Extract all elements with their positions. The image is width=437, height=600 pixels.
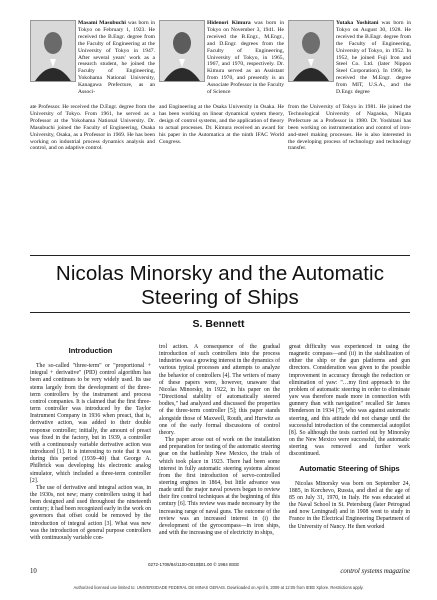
article-column-1	[30, 344, 151, 542]
bio-kimura-col	[207, 20, 284, 96]
portrait-photo-kimura	[159, 20, 205, 82]
paragraph: trol action. A consequence of the gradual introduction of such controllers into the process industries was a growing interest in the dynamics of various typical processes and attempts to analyze the behavior of controllers [4]. The writers of many of these papers were, however, unaware that Nicolas Minorsky, in 1922, in his paper on the "Directional stability of automatically steered bodies," had analyzed and discussed the properties of the three-term controller [5]; this paper stands alongside those of Maxwell, Routh, and Hurwitz as one of the early formal discussions of control theory.	[159, 344, 280, 436]
paragraph: The so-called "three-term" or "proportional + integral + derivative" (PID) control algorithm has been and continues to be very widely used. Its use stems largely from the development of the three-term controllers by the instrument and process control companies. It is claimed that the first three-term controller was introduced by the Taylor Instrument Company in 1936 when preact, that is, derivative action, was added to their double response controller; initially, the amount of preact was fixed in the factory, but in 1939, a controller with a continuously variable derivative action was introduced [1]. It is interesting to note that it was during this period (1939–40) that George A. Philbrick was developing his electronic analog simulator, which included a three-term controller [2].	[30, 363, 151, 484]
portrait-photo-masubuchi	[30, 20, 76, 82]
portrait-icon	[31, 21, 75, 81]
portrait-photo-yoshitani	[288, 20, 334, 82]
page-footer	[30, 562, 410, 578]
portrait-icon	[160, 21, 204, 81]
section-heading-automatic-steering: Automatic Steering of Ships	[299, 463, 400, 473]
bio-name: Hidenori Kimura	[207, 20, 251, 26]
bio-text: was born in Tokyo on August 30, 1928. He received the B.Engr. degree from the Faculty of Engineering, University of Tokyo, in 1952. In 1952, he joined Fuji Iron and Steel Co. Ltd. (later Nippon Steel Corporation). In 1960, he received the M.Engr. degree from MIT, U.S.A., and the D.Engr. degree	[336, 20, 412, 96]
section-divider	[30, 255, 410, 256]
bio-text: was born in Tokyo on November 3, 1941. He received the B.Engr., M.Engr., and D.Engr. degrees from the Faculty of Engineering, University of Tokyo, in 1965, 1967, and 1970, respectively. Dr. Kimura served as an Assistant from 1970, and presently is an Associate Professor in the Faculty of Science	[207, 20, 284, 96]
bio-name: Masami Masubuchi	[78, 20, 126, 26]
article-title: Nicolas Minorsky and the Automatic Steering of Ships	[55, 262, 385, 309]
portrait-icon	[289, 21, 333, 81]
paragraph: The paper arose out of work on the installation and preparation for testing of the automatic steering gear on the battleship New Mexico, the trials of which took place in 1923. There had been some interest in fully automatic steering systems almost from the first introduction of servo-controlled steering engines in 1864, but little advance was made until the major naval powers began to review their fire control techniques at the beginning of this century [6]. This review was made necessary by the increasing range of naval guns. The outcome of the review was an increased interest in (i) the development of the gyrocompass—in iron ships, and with the increasing use of electricity in ships,	[159, 437, 280, 537]
author-bios	[30, 20, 410, 252]
magazine-name: control systems magazine	[340, 568, 410, 575]
title-divider	[30, 312, 410, 313]
article-author: S. Bennett	[192, 318, 245, 330]
bio-yoshitani-col	[336, 20, 411, 96]
doi-line: 0272-1708/84/1100-0010$01.00 © 1984 IEEE	[148, 562, 240, 567]
bio-kimura-full: and Engineering at the Osaka University in Osaka. He has been working on linear dynamical system theory, design of control systems, and the application of theory to actual processes. Dr. Kimura received an award for his paper in the Automatica at the ninth IFAC World Congress.	[159, 104, 284, 145]
paragraph: The use of derivative and integral action was, in the 1930s, not new; many controllers using it had been designed and used throughout the nineteenth century; it had been recognized early in the work on governors that offset could be removed by the introduction of integral action [3]. What was new was the introduction of general purpose controllers with continuously variable con-	[30, 484, 151, 541]
article-column-3	[289, 344, 410, 531]
bio-yoshitani-full: from the University of Tokyo in 1981. He joined the Technological University of Nagaoka, Niigata Prefecture as a Professor in 1980. Dr. Yoshitani has been working on instrumentation and control of iron-and-steel making processes. He is also interested in the developing process of technology and technology transfer.	[288, 104, 411, 152]
bio-text: was born in Tokyo on February 1, 1923. He received the B.Engr. degree from the Faculty of Engineering at the University of Tokyo in 1947. After several years' work as a research student, he joined the Faculty of Engineering, Yokohama National University, Kanagawa Prefecture, as an Associ-	[78, 20, 155, 96]
page-number: 10	[30, 568, 37, 575]
bio-masubuchi-full: ate Professor. He received the D.Engr. degree from the University of Tokyo. From 1961, he served as a Professor at the Yokohama National University. Dr. Masubuchi joined the Faculty of Engineering, Osaka University, Osaka, as a Professor in 1969. He has been working on industrial process dynamics analysis and control, and on adaptive control.	[30, 104, 155, 152]
article-column-2	[159, 344, 280, 537]
section-heading-introduction: Introduction	[68, 346, 113, 355]
paragraph: great difficulty was experienced in using the magnetic compass—and (ii) in the stabilization of either the ship or the gun platforms and gun directors. Consideration was given to the possible improvement in accuracy through the reduction or elimination of yaw: "…my first approach to the problem of automatic steering in order to eliminate yaw was therefore made more in connection with gunnery than with navigation" recalled Sir James Henderson in 1934 [7], who was against automatic steering, and this attitude did not change until the successful introduction of the commercial autopilot [8]. So although the tests carried out by Minorsky on the New Mexico were successful, the automatic steering was removed and further work discontinued.	[289, 344, 410, 458]
bio-name: Yutaka Yoshitani	[336, 20, 379, 26]
bio-masubuchi-col	[78, 20, 155, 96]
paragraph: Nicolas Minorsky was born on September 24, 1885, in Korchevo, Russia, and died at the age of 85 on July 31, 1970, in Italy. He was educated at the Naval School in St. Petersburg (later Petrograd and now Leningrad) and in 1908 went to study in France in the Electrical Engineering Department of the University of Nancy. He then worked	[289, 480, 410, 530]
license-notice: Authorized licensed use limited to: UNIVERSIDADE FEDERAL DE MINAS GERAIS. Downloaded on April 6, 2009 at 12:05 from IEEE Xplore. Restrictions apply.	[73, 585, 364, 590]
